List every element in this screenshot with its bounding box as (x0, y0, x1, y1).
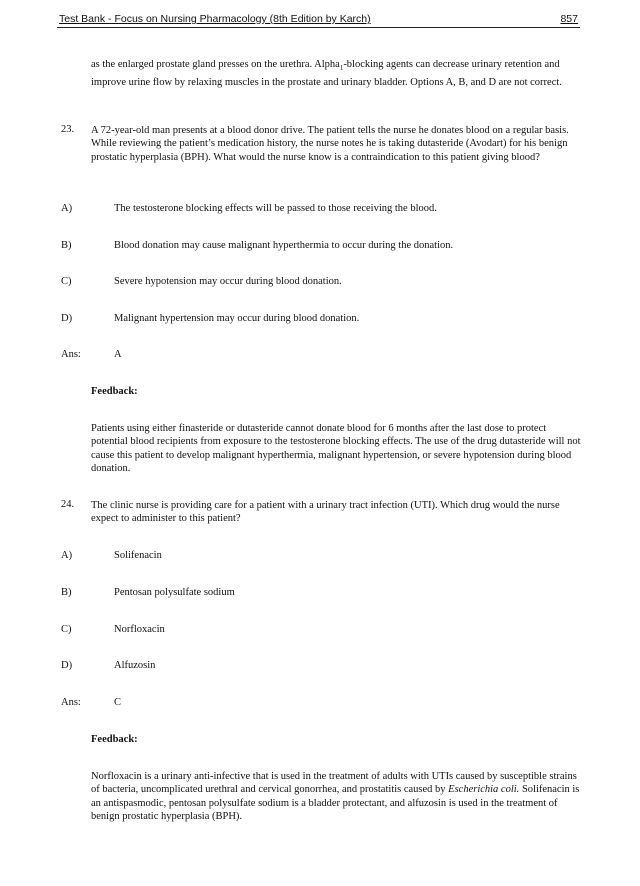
option-text: Blood donation may cause malignant hyperthermia to occur during the donation. (114, 240, 454, 251)
feedback-text: Patients using either finasteride or dutasteride cannot donate blood for 6 months after the last dose to protect potential blood recipients from exposure to the testosterone blocking effects. The use of the drug dutasteride will not cause this patient to develop malignant hyperthermia, malignant hypertension, or severe hypotension during blood donation. (91, 423, 581, 475)
document-title: Test Bank - Focus on Nursing Pharmacology (8th Edition by Karch) (59, 13, 371, 25)
option-text: Solifenacin (114, 550, 162, 561)
option-text: Severe hypotension may occur during blood donation. (114, 276, 342, 287)
question-text: A 72-year-old man presents at a blood donor drive. The patient tells the nurse he donates blood on a regular basis. While reviewing the patient’s medication history, the nurse notes he is taking dutasteride (Avodart) for his benign prostatic hyperplasia (BPH). What would the nurse know is a contraindication to this patient giving blood? (91, 125, 569, 163)
question-number: 24. (61, 499, 75, 510)
feedback-text: Norfloxacin is a urinary anti-infective that is used in the treatment of adults with UTIs caused by susceptible strains of bacteria, uncomplicated urethral and cervical gonorrhea, and prostatitis caused by Escherichia coli. Solifenacin is an antispasmodic, pentosan polysulfate sodium is a bladder protectant, and alfuzosin is used in the treatment of benign prostatic hyperplasia (BPH). (91, 771, 580, 823)
option-label: C) (61, 276, 72, 287)
option-label: A) (61, 550, 73, 561)
page-number: 857 (560, 13, 578, 25)
answer-label: Ans: (61, 349, 81, 360)
option-text: Malignant hypertension may occur during blood donation. (114, 313, 360, 324)
question-number: 23. (61, 124, 75, 135)
option-label: B) (61, 240, 72, 251)
answer-value: A (114, 349, 122, 360)
option-label: B) (61, 587, 72, 598)
feedback-heading: Feedback: (91, 734, 138, 745)
page-header (57, 13, 580, 28)
option-text: Norfloxacin (114, 624, 165, 635)
option-text: Alfuzosin (114, 660, 156, 671)
continuation-paragraph: as the enlarged prostate gland presses on the urethra. Alpha$_1$-blocking agents can decrease urinary retention and improve urine flow by relaxing muscles in the prostate and urinary bladder. Options A, B, and D are not correct. (91, 59, 562, 88)
answer-value: C (114, 697, 122, 708)
question-text: The clinic nurse is providing care for a patient with a urinary tract infection (UTI). Which drug would the nurse expect to administer to this patient? (91, 500, 560, 525)
option-label: C) (61, 624, 72, 635)
option-label: A) (61, 203, 73, 214)
species-name: Escherichia coli. (448, 784, 520, 796)
answer-label: Ans: (61, 697, 81, 708)
option-label: D) (61, 313, 73, 324)
option-text: Pentosan polysulfate sodium (114, 587, 235, 598)
option-label: D) (61, 660, 73, 671)
feedback-heading: Feedback: (91, 386, 138, 397)
option-text: The testosterone blocking effects will be passed to those receiving the blood. (114, 203, 437, 214)
